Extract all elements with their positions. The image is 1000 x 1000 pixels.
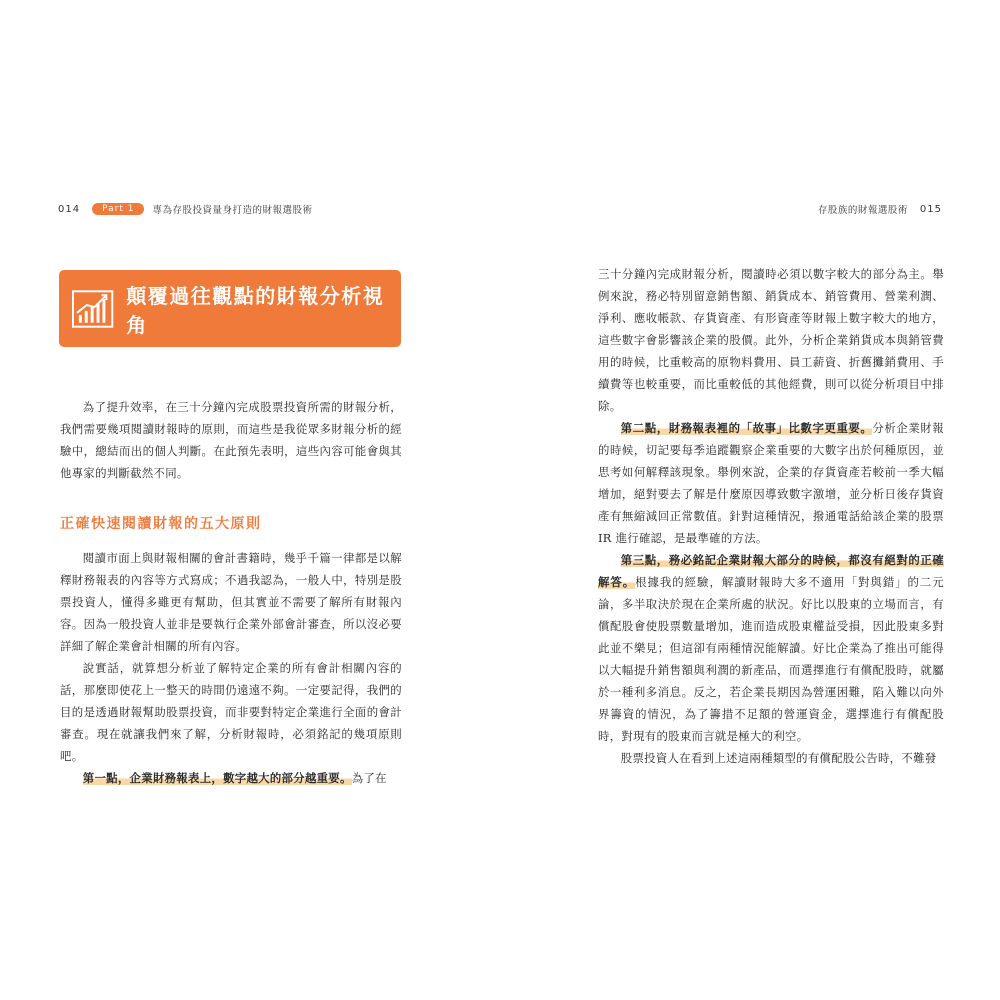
right-page — [500, 0, 1000, 1000]
body-paragraph: 說實話，就算想分析並了解特定企業的所有會計相關內容的話，那麼即使花上一整天的時間仍遠遠不夠。一定要記得，我們的目的是透過財報幫助股票投資，而非要對特定企業進行全面的會計審查。現在就讓我們來了解，分析財報時，必須銘記的幾項原則吧。 — [60, 661, 402, 763]
principles-block — [60, 547, 402, 789]
left-running-header — [58, 201, 312, 217]
part-tag: Part 1 — [92, 203, 144, 215]
principle-three-highlight: 第三點，務必銘記企業財報大部分的時候，都沒有絕對的正確解答。 — [598, 553, 944, 589]
book-title: 專為存股投資量身打造的財報選股術 — [152, 205, 313, 216]
intro-block — [60, 396, 402, 484]
page-number: 014 — [58, 203, 81, 215]
section-title: 顛覆過往觀點的財報分析視角 — [126, 283, 385, 337]
principle-two-highlight: 第二點，財務報表裡的「故事」比數字更重要。 — [620, 421, 873, 435]
section-banner — [59, 270, 401, 347]
book-subtitle: 存股族的財報選股術 — [817, 205, 908, 216]
rising-chart-icon — [71, 287, 114, 331]
right-body-block — [598, 263, 944, 769]
principle-two-paragraph — [598, 417, 944, 549]
principle-two-text: 分析企業財報的時候，切記要每季追蹤觀察企業重要的大數字出於何種原因，並思考如何解釋該現象。舉例來說，企業的存貨資產若較前一季大幅增加，絕對要去了解是什麼原因導致數字激增，並分析日後存貨資產有無縮減回正常數值。針對這種情況，撥通電話給該企業的股票 IR 進行確認，是最準確的方法。 — [598, 421, 944, 545]
principle-one-text: 為了在 — [351, 771, 387, 785]
body-paragraph: 閱讀市面上與財報相關的會計書籍時，幾乎千篇一律都是以解釋財務報表的內容等方式寫成；不過我認為，一般人中，特別是股票投資人，懂得多雖更有幫助，但其實並不需要了解所有財報內容。因為一般投資人並非是要執行企業外部會計審查，所以沒必要詳細了解企業會計相關的所有內容。 — [60, 551, 402, 653]
intro-paragraph: 為了提升效率，在三十分鐘內完成股票投資所需的財報分析，我們需要幾項閱讀財報時的原則，而這些是我從眾多財報分析的經驗中，總結而出的個人判斷。在此預先表明，這些內容可能會與其他專家的判斷截然不同。 — [60, 400, 402, 480]
principle-one-paragraph — [60, 767, 402, 789]
body-paragraph: 股票投資人在看到上述這兩種類型的有償配股公告時，不難發 — [620, 751, 937, 765]
principle-one-highlight: 第一點，企業財務報表上，數字越大的部分越重要。 — [82, 771, 352, 785]
right-running-header — [818, 201, 942, 217]
page-number: 015 — [919, 203, 942, 215]
continued-paragraph: 三十分鐘內完成財報分析，閱讀時必須以數字較大的部分為主。舉例來說，務必特別留意銷售額、銷貨成本、銷管費用、營業利潤、淨利、應收帳款、存貨資產、有形資產等財報上數字較大的地方，這些數字會影響該企業的股價。此外，分析企業銷貨成本與銷管費用的時候，比重較高的原物料費用、員工薪資、折舊攤銷費用、手續費等也較重要，而比重較低的其他經費，則可以從分析項目中排除。 — [598, 267, 944, 413]
subheading: 正確快速閱讀財報的五大原則 — [60, 516, 262, 532]
principle-three-paragraph — [598, 549, 944, 747]
principle-three-text: 根據我的經驗，解讀財報時大多不適用「對與錯」的二元論，多半取決於現在企業所處的狀況。好比以股東的立場而言，有償配股會使股票數量增加，進而造成股東權益受損，因此股東多對此並不樂見；但這卻有兩種情況能解讀。好比企業為了推出可能得以大幅提升銷售額與利潤的新產品，而選擇進行有償配股時，就屬於一種利多消息。反之，若企業長期因為營運困難，陷入難以向外界籌資的情況，為了籌措不足額的營運資金，選擇進行有償配股時，對現有的股東而言就是極大的利空。 — [598, 575, 944, 743]
